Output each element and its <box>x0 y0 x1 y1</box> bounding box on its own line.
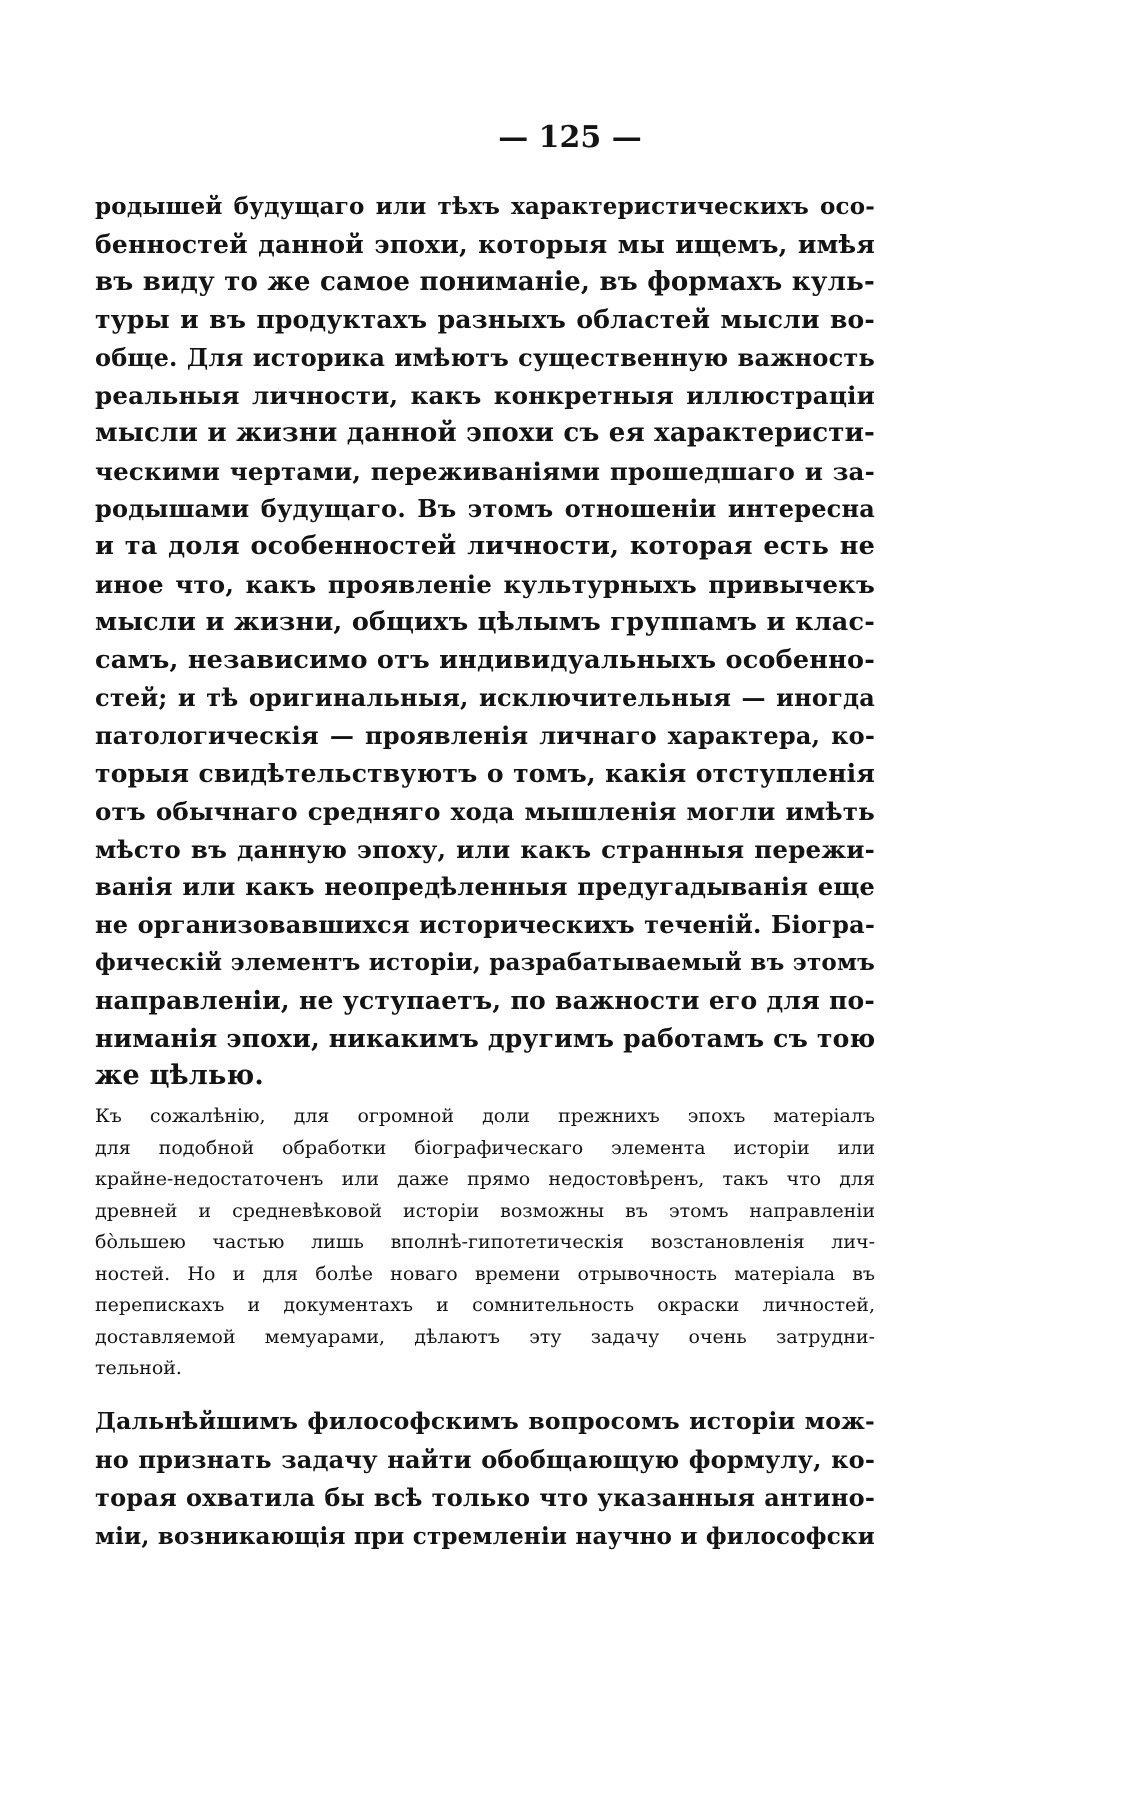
note-line: перепискахъ и документахъ и сомнительность окраски личностей, <box>95 1294 875 1316</box>
note-paragraph <box>95 1101 875 1385</box>
text-line: иное что, какъ проявленіе культурныхъ привычекъ <box>95 569 875 599</box>
final-paragraph <box>95 1402 875 1556</box>
text-line: мысли и жизни данной эпохи съ ея характеристи- <box>95 417 875 448</box>
note-line: тельной. <box>95 1357 182 1379</box>
text-line: родышами будущаго. Въ этомъ отношеніи интересна <box>95 494 875 524</box>
text-line: въ виду то же самое пониманіе, въ формахъ куль- <box>95 266 875 297</box>
text-line: міи, возникающія при стремленіи научно и философски <box>95 1522 875 1550</box>
text-line: мысли и жизни, общихъ цѣлымъ группамъ и клас- <box>95 606 875 637</box>
text-line: фическій элементъ исторіи, разрабатываемый въ этомъ <box>95 948 875 976</box>
note-line: Къ сожалѣнію, для огромной доли прежнихъ эпохъ матеріалъ <box>95 1105 875 1127</box>
page-number: — 125 — <box>498 120 642 155</box>
note-line: для подобной обработки біографическаго элемента исторіи или <box>95 1136 875 1159</box>
text-line: же цѣлью. <box>95 1060 265 1092</box>
text-line: реальныя личности, какъ конкретныя иллюстраціи <box>95 380 875 410</box>
note-line: крайне-недостаточенъ или даже прямо недостовѣренъ, такъ что для <box>95 1168 875 1190</box>
main-paragraph <box>95 188 875 1095</box>
note-line: древней и средневѣковой исторіи возможны въ этомъ направленіи <box>95 1199 875 1222</box>
text-line: и та доля особенностей личности, которая есть не <box>95 531 875 562</box>
text-line: Дальнѣйшимъ философскимъ вопросомъ исторіи мож- <box>95 1407 875 1435</box>
text-line: патологическія — проявленія личнаго характера, ко- <box>95 721 875 751</box>
text-line: направленіи, не уступаетъ, по важности его для по- <box>95 985 875 1015</box>
text-line: самъ, независимо отъ индивидуальныхъ особенно- <box>95 644 875 675</box>
text-line: стей; и тѣ оригинальныя, исключительныя — иногда <box>95 683 875 713</box>
note-line: бо̀льшею частью лишь вполнѣ-гипотетическія возстановленія лич- <box>95 1231 875 1253</box>
text-line: ческими чертами, переживаніями прошедшаго и за- <box>95 456 875 486</box>
text-line: мѣсто въ данную эпоху, или какъ странныя пережи- <box>95 834 875 864</box>
text-line: родышей будущаго или тѣхъ характеристическихъ осо- <box>95 193 875 220</box>
text-line: туры и въ продуктахъ разныхъ областей мысли во- <box>95 305 875 335</box>
text-line: отъ обычнаго средняго хода мышленія могли имѣть <box>95 796 875 826</box>
note-line: ностей. Но и для болѣе новаго времени отрывочность матеріала въ <box>95 1262 875 1285</box>
text-line: не организовавшихся историческихъ теченій. Біогра- <box>95 910 875 940</box>
text-line: ниманія эпохи, никакимъ другимъ работамъ съ тою <box>95 1023 875 1053</box>
text-line: но признать задачу найти обобщающую формулу, ко- <box>95 1444 875 1474</box>
text-line: ванія или какъ неопредѣленныя предугадыванія еще <box>95 872 875 902</box>
note-line: доставляемой мемуарами, дѣлаютъ эту задачу очень затрудни- <box>95 1325 875 1348</box>
text-line: торыя свидѣтельствуютъ о томъ, какія отступленія <box>95 758 875 788</box>
text-line: обще. Для историка имѣютъ существенную важность <box>95 343 875 373</box>
text-line: торая охватила бы всѣ только что указанныя антино- <box>95 1483 875 1512</box>
text-line: бенностей данной эпохи, которыя мы ищемъ, имѣя <box>95 229 875 259</box>
